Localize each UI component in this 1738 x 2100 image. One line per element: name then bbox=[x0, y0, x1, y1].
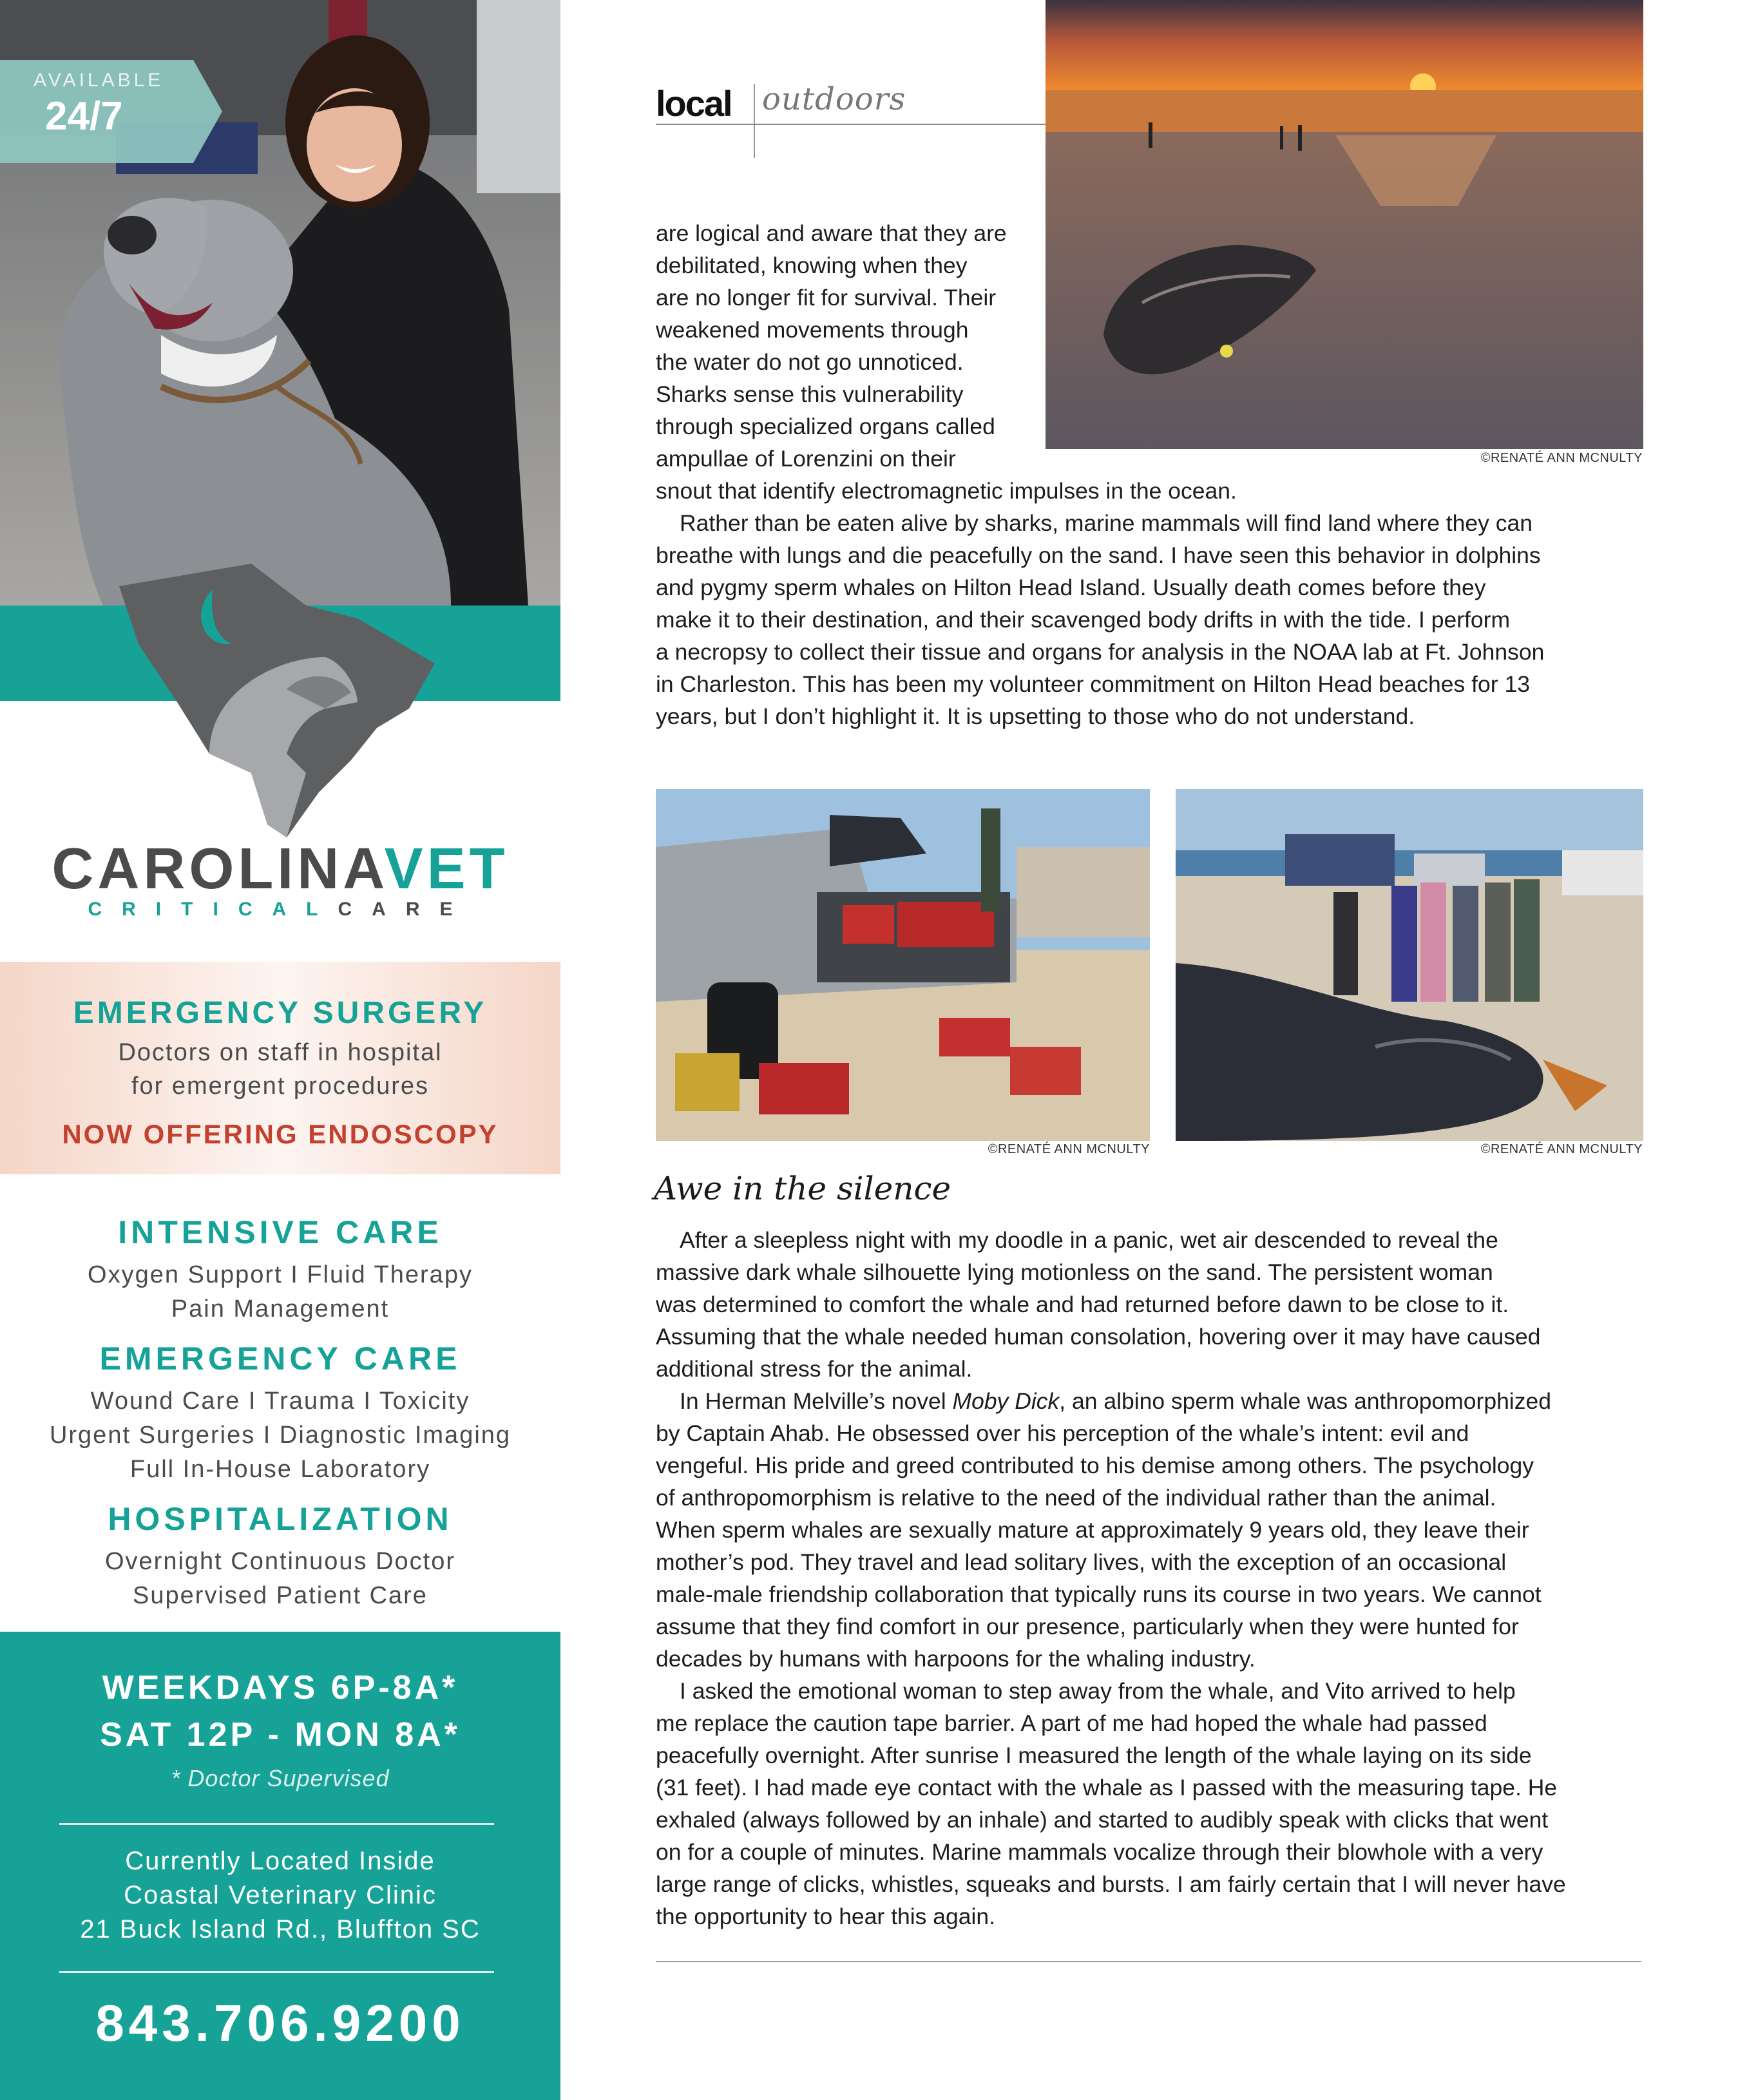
brand-name: CAROLINAVET bbox=[52, 837, 509, 901]
location-line: Coastal Veterinary Clinic bbox=[124, 1881, 437, 1909]
article-text-line: additional stress for the animal. bbox=[656, 1356, 973, 1382]
emergency-care-title: EMERGENCY CARE bbox=[99, 1341, 461, 1377]
service-line: Pain Management bbox=[171, 1295, 390, 1322]
article-text-line: Rather than be eaten alive by sharks, marine mammals will find land where they can bbox=[680, 510, 1533, 536]
section-heading: Awe in the silence bbox=[654, 1170, 951, 1207]
article-text-line: and pygmy sperm whales on Hilton Head Island. Usually death comes before they bbox=[656, 575, 1486, 600]
book-title: Moby Dick bbox=[952, 1388, 1060, 1414]
article-text-line: make it to their destination, and their scavenged body drifts in with the tide. I perform bbox=[656, 607, 1511, 633]
article-text-line: Sharks sense this vulnerability bbox=[656, 381, 964, 407]
south-carolina-pet-logo bbox=[113, 560, 441, 837]
doctor-supervised-note: * Doctor Supervised bbox=[171, 1765, 390, 1791]
ribbon-available-text: AVAILABLE bbox=[33, 70, 164, 91]
section-outdoors-label: outdoors bbox=[762, 81, 906, 117]
article-text-line: After a sleepless night with my doodle in a panic, wet air descended to reveal the bbox=[680, 1227, 1498, 1253]
brand-subtitle: CRITICALCARE bbox=[88, 899, 473, 920]
carolinavet-ad bbox=[0, 0, 560, 2100]
article-text-line: Assuming that the whale needed human consolation, hovering over it may have caused bbox=[656, 1324, 1541, 1350]
article-text-line: male-male friendship collaboration that typically runs its course in two years. We cannot bbox=[656, 1581, 1542, 1607]
endoscopy-offer: NOW OFFERING ENDOSCOPY bbox=[62, 1119, 499, 1149]
emergency-surgery-title: EMERGENCY SURGERY bbox=[73, 996, 488, 1030]
article-text-line: the water do not go unnoticed. bbox=[656, 349, 964, 375]
truck-equipment-photo bbox=[656, 789, 1150, 1141]
header-rule bbox=[656, 124, 1046, 125]
article-text-line: (31 feet). I had made eye contact with the whale as I passed with the measuring tape. He bbox=[656, 1775, 1558, 1800]
section-local-label: local bbox=[656, 83, 732, 124]
article-text-line: weakened movements through bbox=[656, 317, 969, 343]
photo-credit: ©RENATÉ ANN MCNULTY bbox=[1480, 451, 1643, 465]
photo-credit: ©RENATÉ ANN MCNULTY bbox=[988, 1142, 1150, 1156]
whale-group-photo bbox=[1176, 789, 1643, 1141]
article-end-rule bbox=[656, 1961, 1641, 1962]
article-text-line: massive dark whale silhouette lying motionless on the sand. The persistent woman bbox=[656, 1259, 1493, 1285]
article-text-line: When sperm whales are sexually mature at approximately 9 years old, they leave their bbox=[656, 1517, 1529, 1543]
article-text-line: the opportunity to hear this again. bbox=[656, 1904, 995, 1929]
header-separator bbox=[754, 84, 755, 158]
article-text-line: was determined to comfort the whale and had returned before dawn to be close to it. bbox=[656, 1292, 1509, 1317]
article-text-line: vengeful. His pride and greed contributed to his demise among others. The psychology bbox=[656, 1453, 1534, 1478]
intensive-care-title: INTENSIVE CARE bbox=[118, 1214, 443, 1250]
service-line: Supervised Patient Care bbox=[133, 1582, 428, 1609]
article-text-line: assume that they find comfort in our presence, particularly when they were hunted for bbox=[656, 1614, 1519, 1639]
location-address: 21 Buck Island Rd., Bluffton SC bbox=[80, 1915, 481, 1943]
emergency-surgery-line: for emergent procedures bbox=[131, 1073, 430, 1100]
divider bbox=[59, 1823, 494, 1825]
article-text-line: are logical and aware that they are bbox=[656, 220, 1007, 246]
service-line: Full In-House Laboratory bbox=[129, 1456, 431, 1483]
article-text-line: by Captain Ahab. He obsessed over his perception of the whale’s intent: evil and bbox=[656, 1420, 1469, 1446]
hospitalization-title: HOSPITALIZATION bbox=[108, 1501, 453, 1537]
article-text-line: mother’s pod. They travel and lead solitary lives, with the exception of an occasional bbox=[656, 1549, 1507, 1575]
article-text-line: decades by humans with harpoons for the whaling industry. bbox=[656, 1646, 1256, 1672]
article-text-line: ampullae of Lorenzini on their bbox=[656, 446, 956, 472]
article-text-line: snout that identify electromagnetic impulses in the ocean. bbox=[656, 478, 1237, 504]
article-text-line: breathe with lungs and die peacefully on the sand. I have seen this behavior in dolphins bbox=[656, 542, 1541, 568]
phone-number[interactable]: 843.706.9200 bbox=[95, 1994, 465, 2052]
emergency-surgery-line: Doctors on staff in hospital bbox=[118, 1039, 443, 1066]
article-text-line: on for a couple of minutes. Marine mammals vocalize through their blowhole with a very bbox=[656, 1839, 1543, 1865]
weekday-hours: WEEKDAYS 6P-8A* bbox=[102, 1669, 459, 1706]
location-line: Currently Located Inside bbox=[125, 1847, 435, 1875]
service-line: Oxygen Support I Fluid Therapy bbox=[88, 1261, 473, 1288]
service-line: Urgent Surgeries I Diagnostic Imaging bbox=[49, 1422, 511, 1449]
article-text-line: peacefully overnight. After sunrise I measured the length of the whale laying on its side bbox=[656, 1742, 1532, 1768]
article-text-line: through specialized organs called bbox=[656, 414, 995, 439]
article-text-line: of anthropomorphism is relative to the need of the individual rather than the animal. bbox=[656, 1485, 1496, 1511]
article-text-line: are no longer fit for survival. Their bbox=[656, 285, 997, 310]
photo-credit: ©RENATÉ ANN MCNULTY bbox=[1480, 1142, 1643, 1156]
article-text-line: a necropsy to collect their tissue and organs for analysis in the NOAA lab at Ft. Johnson bbox=[656, 639, 1545, 665]
article-text-line: in Charleston. This has been my volunteer commitment on Hilton Head beaches for 13 bbox=[656, 671, 1530, 697]
article-text-line: I asked the emotional woman to step away from the whale, and Vito arrived to help bbox=[680, 1678, 1516, 1704]
sunset-whale-photo bbox=[1046, 0, 1643, 449]
article-text-line: debilitated, knowing when they bbox=[656, 253, 968, 278]
weekend-hours: SAT 12P - MON 8A* bbox=[100, 1716, 461, 1753]
article-text-line: large range of clicks, whistles, squeaks and bursts. I am fairly certain that I will never have bbox=[656, 1871, 1566, 1897]
article-text-line: In Herman Melville’s novel Moby Dick, an albino sperm whale was anthropomorphized bbox=[680, 1388, 1551, 1414]
ribbon-24-7-text: 24/7 bbox=[45, 94, 123, 138]
article-text-line: exhaled (always followed by an inhale) and started to audibly speak with clicks that went bbox=[656, 1807, 1549, 1833]
service-line: Overnight Continuous Doctor bbox=[104, 1548, 456, 1575]
article-text-line: years, but I don’t highlight it. It is upsetting to those who do not understand. bbox=[656, 703, 1415, 729]
divider bbox=[59, 1971, 494, 1973]
article-text-line: me replace the caution tape barrier. A part of me had hoped the whale had passed bbox=[656, 1710, 1487, 1736]
service-line: Wound Care I Trauma I Toxicity bbox=[90, 1388, 470, 1415]
